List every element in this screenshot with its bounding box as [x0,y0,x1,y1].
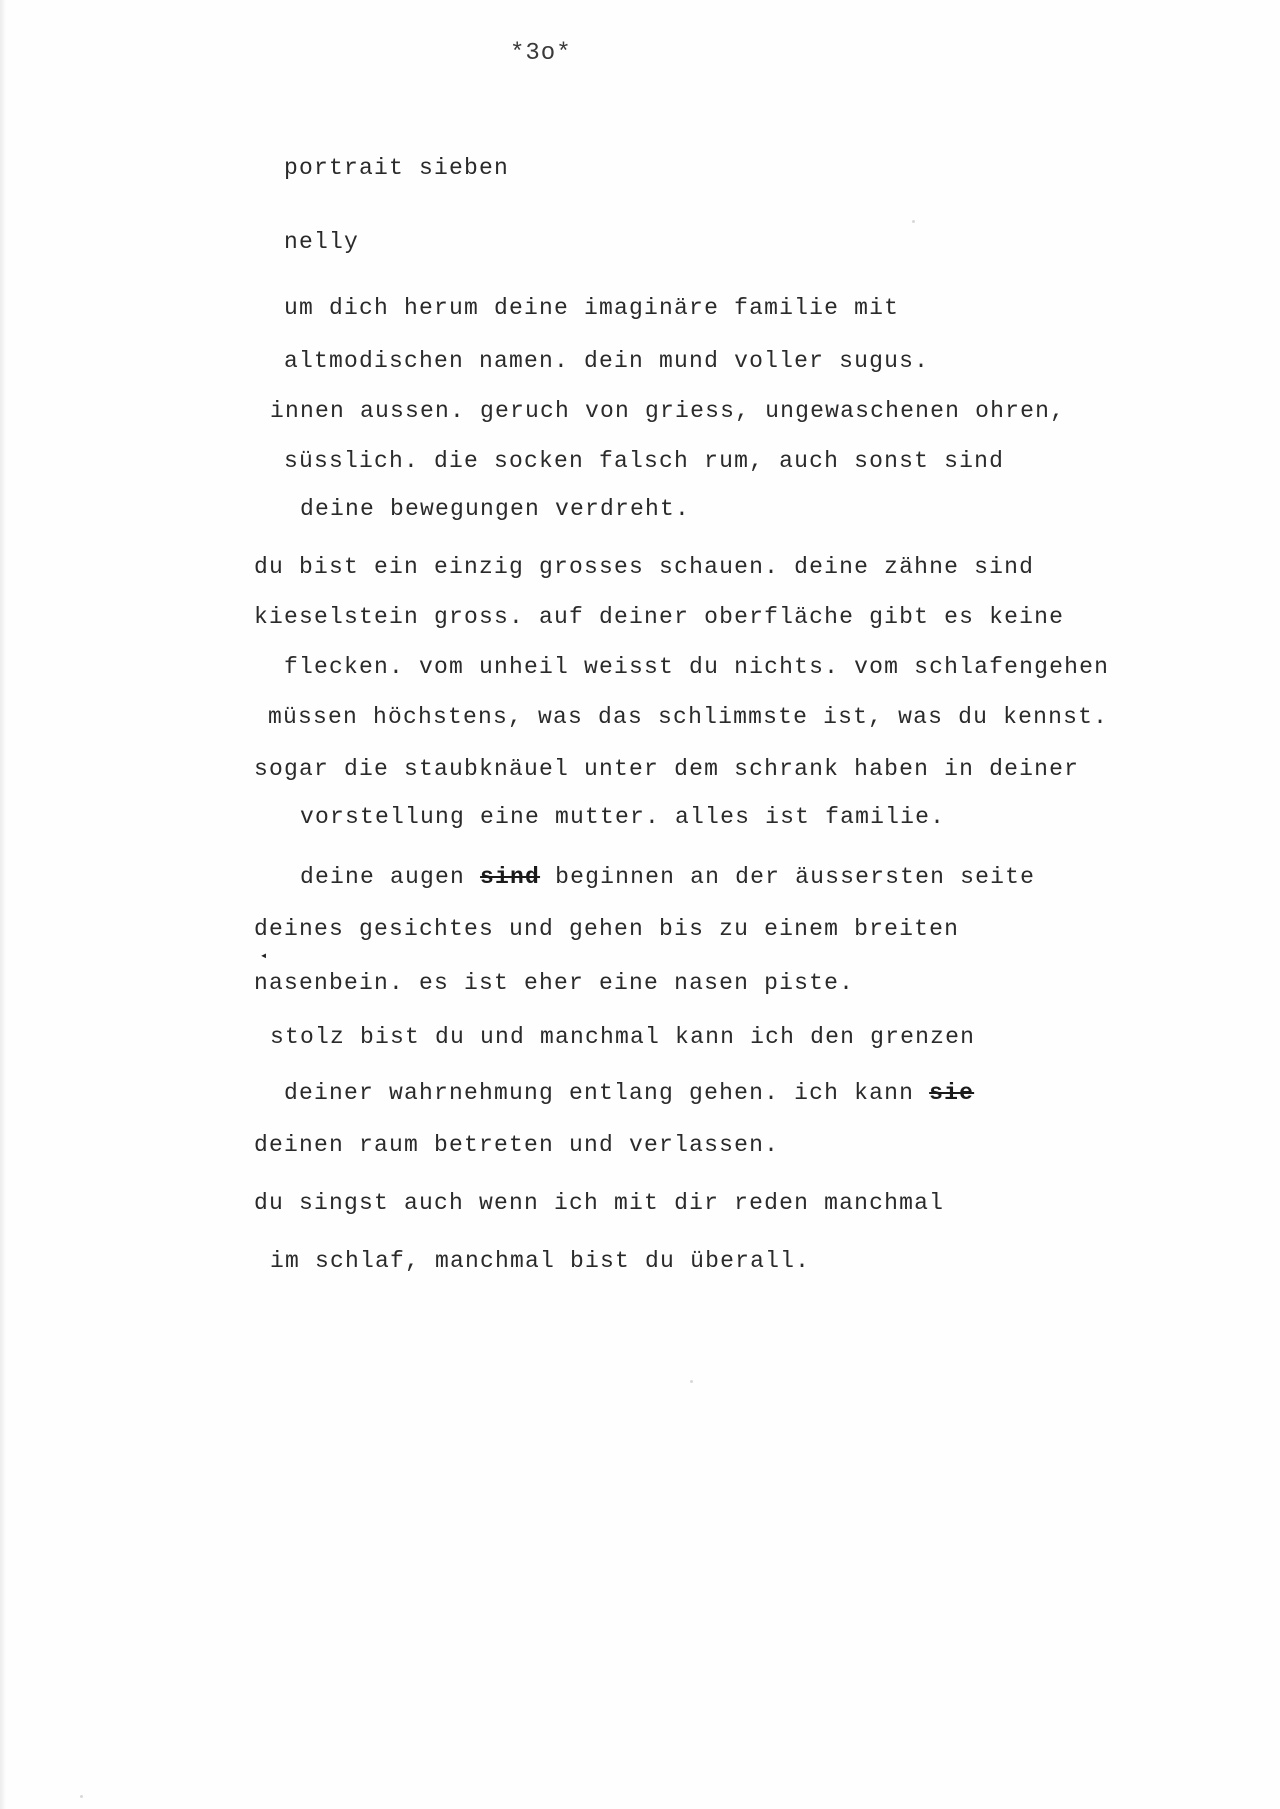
paper-speck [912,220,915,223]
struck-word: sie [929,1080,975,1106]
line-text: beginnen an der äussersten seite [555,864,1036,890]
struck-word: sind [480,864,541,890]
poem-line: flecken. vom unheil weisst du nichts. vom schlafengehen [284,654,1110,680]
poem-line: müssen höchstens, was das schlimmste ist, was du kennst. [268,704,1109,730]
line-text: deiner wahrnehmung entlang gehen. ich kann [284,1080,915,1106]
poem-line: deine bewegungen verdreht. [300,496,691,522]
poem-line [284,1082,974,1105]
poem-line: deinen raum betreten und verlassen. [254,1132,780,1158]
line-text: deine augen [300,864,466,890]
poem-line: du bist ein einzig grosses schauen. deine zähne sind [254,554,1035,580]
paper-speck [80,1795,83,1798]
poem-line: süsslich. die socken falsch rum, auch sonst sind [284,448,1005,474]
poem-line: um dich herum deine imaginäre familie mit [284,295,900,321]
page-number: *3o* [510,40,572,67]
poem-line: deines gesichtes und gehen bis zu einem breiten [254,916,960,942]
poem-line: altmodischen namen. dein mund voller sugus. [284,348,930,374]
poem-line: im schlaf, manchmal bist du überall. [270,1248,811,1274]
poem-line [300,866,1035,889]
page-edge-shadow [0,0,6,1809]
correction-mark: ◂ [260,949,268,963]
poem-line: innen aussen. geruch von griess, ungewaschenen ohren, [270,398,1066,424]
paper-speck [690,1380,693,1383]
poem-subtitle: nelly [284,229,360,255]
poem-line: sogar die staubknäuel unter dem schrank haben in deiner [254,756,1080,782]
poem-line: kieselstein gross. auf deiner oberfläche gibt es keine [254,604,1065,630]
poem-title: portrait sieben [284,155,510,181]
poem-line: stolz bist du und manchmal kann ich den grenzen [270,1024,976,1050]
poem-line: vorstellung eine mutter. alles ist familie. [300,804,946,830]
poem-line: nasenbein. es ist eher eine nasen piste. [254,970,855,996]
poem-line: du singst auch wenn ich mit dir reden manchmal [254,1190,945,1216]
